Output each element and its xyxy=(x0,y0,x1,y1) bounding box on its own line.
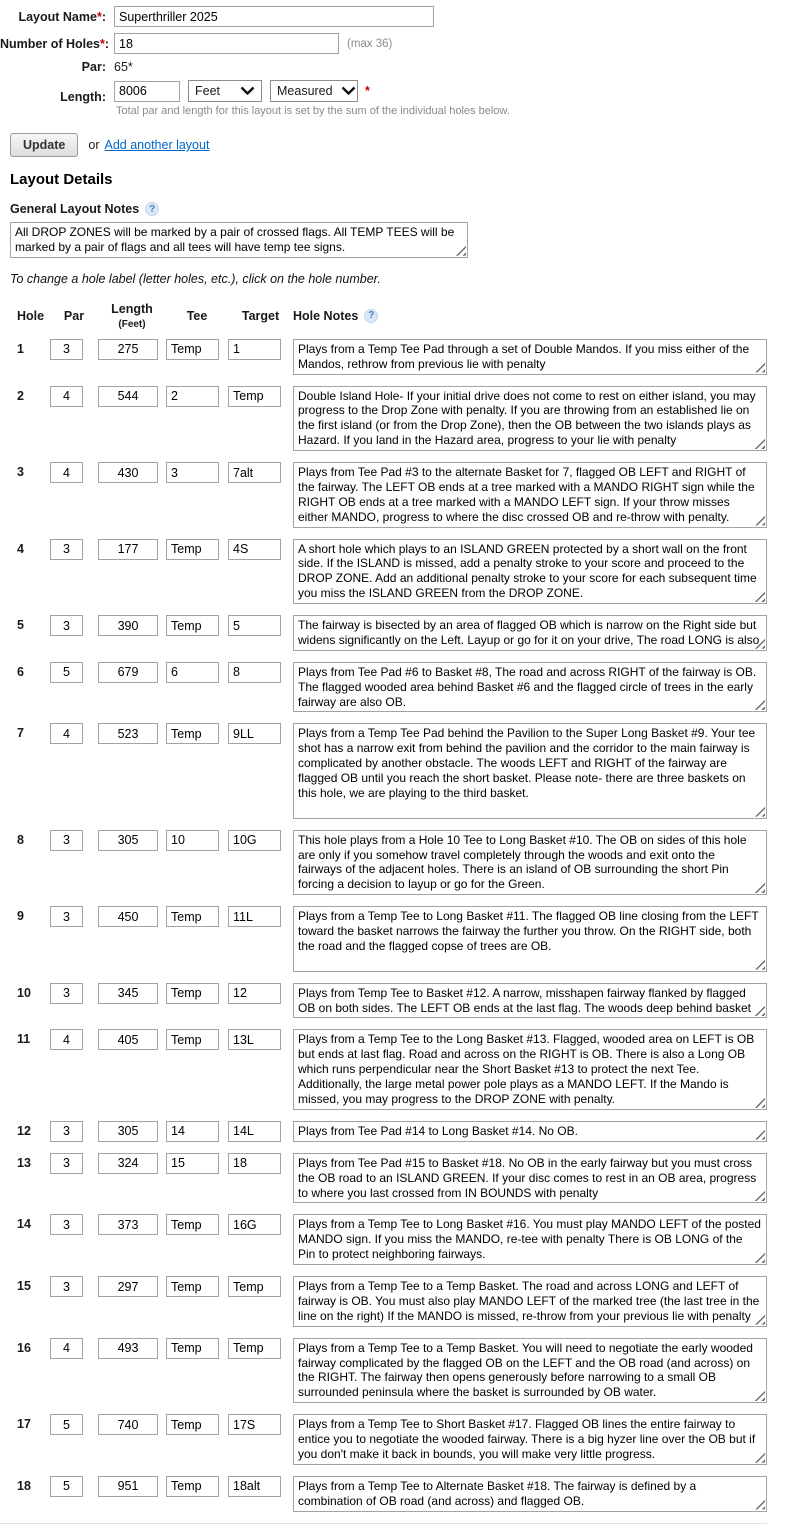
hole-length-input[interactable] xyxy=(98,1029,158,1050)
hole-length-input[interactable] xyxy=(98,830,158,851)
general-layout-notes-label-row xyxy=(10,202,767,216)
hole-tee-input[interactable] xyxy=(166,1029,219,1050)
number-of-holes-input[interactable] xyxy=(114,33,339,54)
hole-notes-cell xyxy=(293,906,767,972)
hole-tee-cell xyxy=(166,723,228,744)
header-hole-notes xyxy=(293,309,767,323)
hole-tee-cell xyxy=(166,1414,228,1435)
hole-par-input[interactable] xyxy=(50,1476,83,1497)
hole-target-cell xyxy=(228,539,293,560)
hole-tee-input[interactable] xyxy=(166,615,219,636)
hole-par-input[interactable] xyxy=(50,662,83,683)
hole-target-input[interactable] xyxy=(228,723,281,744)
hole-par-cell xyxy=(50,1338,98,1359)
hole-number[interactable]: 5 xyxy=(17,618,24,632)
hole-notes-textarea[interactable] xyxy=(293,1029,767,1109)
hole-notes-textarea[interactable] xyxy=(293,339,767,375)
length-label-text: Length xyxy=(60,90,102,104)
hole-number[interactable]: 7 xyxy=(17,726,24,741)
length-row xyxy=(0,80,767,117)
hole-row xyxy=(17,906,767,972)
hole-length-cell xyxy=(98,662,166,683)
hole-target-cell xyxy=(228,615,293,636)
hole-number[interactable]: 16 xyxy=(17,1340,31,1355)
hole-row xyxy=(17,1338,767,1404)
hole-row xyxy=(17,1276,767,1327)
hole-target-input[interactable] xyxy=(228,1338,281,1359)
hole-par-input[interactable] xyxy=(50,1338,83,1359)
hole-tee-cell xyxy=(166,1029,228,1050)
hole-tee-cell xyxy=(166,830,228,851)
hole-target-cell xyxy=(228,1029,293,1050)
hole-notes-textarea[interactable] xyxy=(293,662,767,713)
hole-row xyxy=(17,830,767,896)
hole-tee-input[interactable] xyxy=(166,1338,219,1359)
hole-target-cell xyxy=(228,1153,293,1174)
number-of-holes-row xyxy=(0,33,767,54)
hole-length-cell xyxy=(98,1214,166,1235)
hole-target-cell xyxy=(228,983,293,1004)
hole-tee-cell xyxy=(166,339,228,360)
hole-target-input[interactable] xyxy=(228,462,281,483)
measurement-selected-value: Measured xyxy=(277,84,333,98)
hole-number[interactable]: 17 xyxy=(17,1417,31,1432)
or-text: or xyxy=(88,138,100,152)
hole-tee-cell xyxy=(166,1338,228,1359)
hole-tee-input[interactable] xyxy=(166,1153,219,1174)
hole-tee-cell xyxy=(166,386,228,407)
hole-notes-textarea[interactable] xyxy=(293,615,767,651)
length-label xyxy=(0,80,106,104)
hole-length-input[interactable] xyxy=(98,1338,158,1359)
hole-par-cell xyxy=(50,1276,98,1297)
hole-par-cell xyxy=(50,339,98,360)
hole-target-cell xyxy=(228,1214,293,1235)
hole-par-cell xyxy=(50,539,98,560)
hole-tee-cell xyxy=(166,906,228,927)
hole-target-input[interactable] xyxy=(228,983,281,1004)
par-row xyxy=(0,60,767,74)
hole-par-cell xyxy=(50,462,98,483)
hole-length-cell xyxy=(98,723,166,744)
hole-tee-cell xyxy=(166,615,228,636)
hole-target-cell xyxy=(228,1338,293,1359)
par-label-text: Par xyxy=(81,60,102,74)
hole-target-input[interactable] xyxy=(228,830,281,851)
hole-par-cell xyxy=(50,830,98,851)
hole-par-input[interactable] xyxy=(50,615,83,636)
hole-par-cell xyxy=(50,1029,98,1050)
hole-length-cell xyxy=(98,1121,166,1142)
hole-length-input[interactable] xyxy=(98,462,158,483)
hole-tee-input[interactable] xyxy=(166,1276,219,1297)
hole-length-cell xyxy=(98,906,166,927)
hole-length-cell xyxy=(98,1476,166,1497)
hole-target-cell xyxy=(228,1476,293,1497)
layout-name-label xyxy=(0,10,106,24)
hole-tee-input[interactable] xyxy=(166,386,219,407)
hole-par-input[interactable] xyxy=(50,1121,83,1142)
hole-target-input[interactable] xyxy=(228,1121,281,1142)
hole-target-input[interactable] xyxy=(228,386,281,407)
hole-notes-textarea[interactable] xyxy=(293,1214,767,1265)
hole-tee-cell xyxy=(166,1276,228,1297)
hole-target-input[interactable] xyxy=(228,1214,281,1235)
hole-target-cell xyxy=(228,906,293,927)
header-length xyxy=(98,302,166,330)
hole-length-input[interactable] xyxy=(98,539,158,560)
hole-length-input[interactable] xyxy=(98,662,158,683)
measurement-type-select[interactable] xyxy=(270,80,358,102)
hole-par-cell xyxy=(50,615,98,636)
hole-length-cell xyxy=(98,615,166,636)
hole-par-cell xyxy=(50,662,98,683)
hole-length-input[interactable] xyxy=(98,1153,158,1174)
header-length-text: Length xyxy=(111,301,153,316)
hole-row xyxy=(17,1414,767,1465)
hole-length-input[interactable] xyxy=(98,1276,158,1297)
hole-target-input[interactable] xyxy=(228,1414,281,1435)
length-helper-text: Total par and length for this layout is set by the sum of the individual holes below. xyxy=(116,105,510,117)
hole-par-input[interactable] xyxy=(50,830,83,851)
par-label xyxy=(0,60,106,74)
hole-length-cell xyxy=(98,983,166,1004)
hole-row xyxy=(17,1476,767,1512)
hole-length-input[interactable] xyxy=(98,1214,158,1235)
hole-notes-cell xyxy=(293,662,767,713)
hole-notes-cell xyxy=(293,1276,767,1327)
hole-notes-textarea[interactable] xyxy=(293,386,767,452)
hole-notes-textarea[interactable] xyxy=(293,1476,767,1512)
hole-target-cell xyxy=(228,339,293,360)
hole-length-cell xyxy=(98,1153,166,1174)
hole-target-cell xyxy=(228,1414,293,1435)
holes-table-header xyxy=(17,302,767,330)
hole-par-input[interactable] xyxy=(50,386,83,407)
hole-length-input[interactable] xyxy=(98,339,158,360)
hole-notes-textarea[interactable] xyxy=(293,462,767,528)
hole-notes-cell xyxy=(293,1476,767,1512)
hole-notes-textarea[interactable] xyxy=(293,1121,767,1142)
hole-notes-cell xyxy=(293,1029,767,1109)
hole-notes-cell xyxy=(293,830,767,896)
hole-target-cell xyxy=(228,1121,293,1142)
hole-tee-input[interactable] xyxy=(166,1476,219,1497)
hole-tee-input[interactable] xyxy=(166,462,219,483)
general-notes-wrap xyxy=(10,222,468,258)
hole-notes-textarea[interactable] xyxy=(293,1414,767,1465)
header-hole-notes-text: Hole Notes xyxy=(293,308,359,323)
hole-row xyxy=(17,983,767,1019)
header-target: Target xyxy=(241,308,280,323)
hole-label-instruction: To change a hole label (letter holes, etc.), click on the hole number. xyxy=(10,271,381,286)
hole-length-input[interactable] xyxy=(98,1121,158,1142)
hole-number[interactable]: 8 xyxy=(17,832,24,847)
hole-notes-textarea[interactable] xyxy=(293,1276,767,1327)
hole-length-cell xyxy=(98,1338,166,1359)
label-colon: : xyxy=(104,36,110,51)
required-asterisk: * xyxy=(96,9,102,24)
par-value: 65* xyxy=(114,60,133,74)
hole-target-cell xyxy=(228,1276,293,1297)
hole-row xyxy=(17,1029,767,1109)
hole-length-cell xyxy=(98,1276,166,1297)
hole-length-cell xyxy=(98,539,166,560)
hole-number[interactable]: 1 xyxy=(17,341,24,356)
hole-target-input[interactable] xyxy=(228,539,281,560)
hole-notes-cell xyxy=(293,1414,767,1465)
holes-table xyxy=(17,302,767,1512)
layout-name-row xyxy=(0,6,767,27)
hole-notes-cell xyxy=(293,1153,767,1204)
holes-rows xyxy=(17,339,767,1512)
hole-length-cell xyxy=(98,339,166,360)
hole-target-input[interactable] xyxy=(228,1276,281,1297)
hole-row xyxy=(17,1214,767,1265)
hole-notes-cell xyxy=(293,339,767,375)
hole-row xyxy=(17,662,767,713)
hole-par-input[interactable] xyxy=(50,906,83,927)
hole-par-input[interactable] xyxy=(50,1214,83,1235)
hole-tee-input[interactable] xyxy=(166,339,219,360)
hole-par-input[interactable] xyxy=(50,983,83,1004)
hole-notes-cell xyxy=(293,723,767,818)
hole-length-cell xyxy=(98,462,166,483)
hole-tee-input[interactable] xyxy=(166,906,219,927)
hole-target-cell xyxy=(228,662,293,683)
hole-par-input[interactable] xyxy=(50,539,83,560)
hole-par-input[interactable] xyxy=(50,1276,83,1297)
hole-par-cell xyxy=(50,723,98,744)
hole-notes-cell xyxy=(293,615,767,651)
hole-target-input[interactable] xyxy=(228,906,281,927)
hole-notes-textarea[interactable] xyxy=(293,723,767,818)
header-par: Par xyxy=(63,308,85,323)
layout-name-label-text: Layout Name xyxy=(18,9,97,24)
hole-number[interactable]: 2 xyxy=(17,388,24,403)
hole-length-input[interactable] xyxy=(98,615,158,636)
hole-par-cell xyxy=(50,1214,98,1235)
hole-target-input[interactable] xyxy=(228,1153,281,1174)
header-tee: Tee xyxy=(186,308,208,323)
hole-number[interactable]: 15 xyxy=(17,1279,31,1293)
length-unit-selected-value: Feet xyxy=(195,84,221,98)
header-length-unit: (Feet) xyxy=(118,318,146,330)
bottom-divider xyxy=(0,1523,767,1527)
hole-par-input[interactable] xyxy=(50,339,83,360)
update-button[interactable]: Update xyxy=(10,133,78,157)
hole-number[interactable]: 3 xyxy=(17,465,24,479)
label-colon: : xyxy=(101,60,106,74)
hole-row xyxy=(17,1153,767,1204)
hole-row xyxy=(17,1121,767,1142)
hole-row xyxy=(17,462,767,528)
number-of-holes-label xyxy=(0,36,110,51)
chevron-down-icon xyxy=(333,84,356,98)
max-holes-note: (max 36) xyxy=(347,37,393,50)
hole-par-input[interactable] xyxy=(50,1414,83,1435)
hole-par-cell xyxy=(50,1153,98,1174)
hole-target-cell xyxy=(228,723,293,744)
hole-row xyxy=(17,539,767,605)
hole-tee-cell xyxy=(166,462,228,483)
hole-row xyxy=(17,723,767,818)
hole-tee-cell xyxy=(166,539,228,560)
hole-notes-cell xyxy=(293,983,767,1019)
hole-tee-cell xyxy=(166,983,228,1004)
general-layout-notes-textarea[interactable] xyxy=(10,222,468,258)
hole-target-cell xyxy=(228,830,293,851)
hole-par-cell xyxy=(50,983,98,1004)
layout-details-title: Layout Details xyxy=(10,171,113,188)
help-icon[interactable]: ? xyxy=(145,202,159,216)
hole-par-input[interactable] xyxy=(50,1029,83,1050)
hole-target-input[interactable] xyxy=(228,1476,281,1497)
hole-tee-input[interactable] xyxy=(166,1214,219,1235)
hole-notes-textarea[interactable] xyxy=(293,1338,767,1404)
hole-length-cell xyxy=(98,1414,166,1435)
hole-notes-textarea[interactable] xyxy=(293,906,767,972)
hole-par-input[interactable] xyxy=(50,723,83,744)
hole-notes-cell xyxy=(293,1214,767,1265)
hole-notes-textarea[interactable] xyxy=(293,539,767,605)
hole-notes-textarea[interactable] xyxy=(293,830,767,896)
hole-length-input[interactable] xyxy=(98,983,158,1004)
hole-length-cell xyxy=(98,830,166,851)
form-actions xyxy=(10,133,767,157)
label-colon: : xyxy=(101,9,106,24)
hole-target-cell xyxy=(228,462,293,483)
hole-tee-cell xyxy=(166,662,228,683)
hole-row xyxy=(17,386,767,452)
hole-row xyxy=(17,615,767,651)
hole-length-input[interactable] xyxy=(98,906,158,927)
hole-tee-cell xyxy=(166,1214,228,1235)
hole-number[interactable]: 18 xyxy=(17,1478,31,1493)
hole-par-input[interactable] xyxy=(50,1153,83,1174)
hole-notes-cell xyxy=(293,539,767,605)
hole-number[interactable]: 9 xyxy=(17,909,24,924)
hole-length-input[interactable] xyxy=(98,1476,158,1497)
hole-notes-cell xyxy=(293,462,767,528)
chevron-down-icon xyxy=(232,84,255,98)
hole-par-input[interactable] xyxy=(50,462,83,483)
hole-number[interactable]: 13 xyxy=(17,1155,31,1170)
hole-target-input[interactable] xyxy=(228,339,281,360)
hole-target-input[interactable] xyxy=(228,662,281,683)
required-asterisk: * xyxy=(365,84,370,98)
required-asterisk: * xyxy=(100,36,105,51)
hole-number[interactable]: 11 xyxy=(17,1032,31,1047)
hole-number[interactable]: 10 xyxy=(17,985,31,1000)
hole-number[interactable]: 14 xyxy=(17,1217,31,1232)
hole-notes-textarea[interactable] xyxy=(293,983,767,1019)
hole-tee-cell xyxy=(166,1153,228,1174)
hole-tee-input[interactable] xyxy=(166,983,219,1004)
hole-tee-input[interactable] xyxy=(166,723,219,744)
hole-notes-cell xyxy=(293,1121,767,1142)
hole-par-cell xyxy=(50,386,98,407)
hole-number[interactable]: 12 xyxy=(17,1123,31,1138)
hole-length-cell xyxy=(98,386,166,407)
hole-row xyxy=(17,339,767,375)
hole-length-input[interactable] xyxy=(98,723,158,744)
hole-target-input[interactable] xyxy=(228,615,281,636)
hole-par-cell xyxy=(50,1476,98,1497)
hole-target-input[interactable] xyxy=(228,1029,281,1050)
hole-tee-input[interactable] xyxy=(166,539,219,560)
hole-tee-cell xyxy=(166,1476,228,1497)
hole-length-input[interactable] xyxy=(98,386,158,407)
header-hole: Hole xyxy=(17,308,45,323)
hole-tee-input[interactable] xyxy=(166,830,219,851)
layout-name-input[interactable] xyxy=(114,6,434,27)
number-of-holes-label-text: Number of Holes xyxy=(0,36,101,51)
length-input[interactable] xyxy=(114,81,180,102)
hole-notes-cell xyxy=(293,386,767,452)
hole-tee-cell xyxy=(166,1121,228,1142)
hole-length-cell xyxy=(98,1029,166,1050)
help-icon[interactable]: ? xyxy=(364,309,378,323)
hole-number[interactable]: 6 xyxy=(17,664,24,679)
length-fields xyxy=(114,80,510,117)
hole-par-cell xyxy=(50,906,98,927)
hole-tee-input[interactable] xyxy=(166,662,219,683)
general-layout-notes-label: General Layout Notes xyxy=(10,202,140,216)
hole-notes-cell xyxy=(293,1338,767,1404)
hole-par-cell xyxy=(50,1121,98,1142)
length-unit-select[interactable] xyxy=(188,80,262,102)
hole-length-input[interactable] xyxy=(98,1414,158,1435)
hole-number[interactable]: 4 xyxy=(17,541,24,556)
label-colon: : xyxy=(101,90,106,104)
hole-target-cell xyxy=(228,386,293,407)
hole-notes-textarea[interactable] xyxy=(293,1153,767,1204)
hole-tee-input[interactable] xyxy=(166,1121,219,1142)
hole-tee-input[interactable] xyxy=(166,1414,219,1435)
hole-par-cell xyxy=(50,1414,98,1435)
add-another-layout-link[interactable]: Add another layout xyxy=(104,138,210,152)
